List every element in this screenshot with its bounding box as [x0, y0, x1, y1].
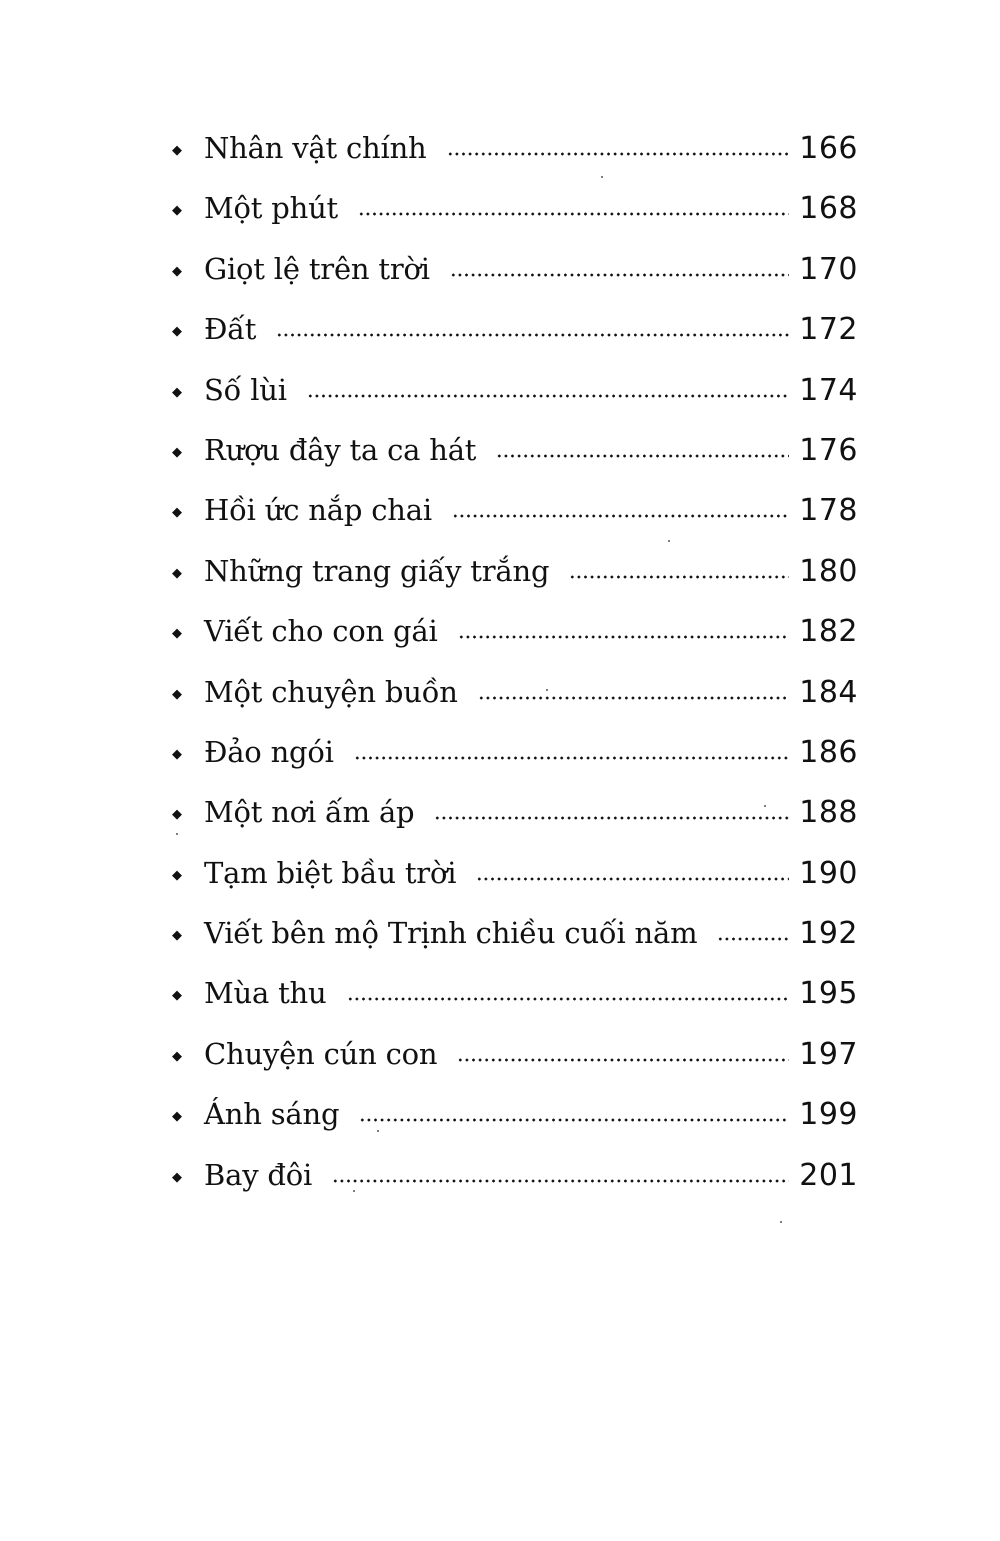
scan-speck [601, 176, 603, 178]
scan-speck [668, 540, 670, 542]
diamond-bullet-icon: ◆ [172, 626, 182, 642]
diamond-bullet-icon: ◆ [172, 746, 182, 762]
scan-speck [764, 805, 766, 807]
scan-speck [546, 689, 548, 691]
toc-entry[interactable] [172, 903, 858, 963]
dot-leader [450, 273, 789, 277]
toc-entry[interactable] [172, 360, 858, 420]
toc-entry-title: Bay đôi [204, 1157, 313, 1192]
toc-entry-page: 166 [799, 131, 858, 166]
toc-entry[interactable] [172, 541, 858, 601]
toc-entry-title: Chuyện cún con [204, 1036, 438, 1071]
dot-leader [359, 1118, 789, 1122]
dot-leader [569, 575, 789, 579]
toc-entry-title: Những trang giấy trắng [204, 553, 550, 588]
scan-speck [176, 833, 178, 835]
diamond-bullet-icon: ◆ [172, 143, 182, 158]
toc-entry[interactable] [172, 722, 858, 782]
dot-leader [434, 816, 789, 820]
diamond-bullet-icon: ◆ [172, 263, 182, 279]
diamond-bullet-icon: ◆ [172, 505, 182, 521]
toc-entry-page: 168 [799, 191, 858, 227]
toc-entry-page: 192 [799, 916, 858, 952]
dot-leader [447, 152, 790, 156]
toc-entry-title: Giọt lệ trên trời [204, 251, 430, 286]
toc-entry-page: 201 [799, 1157, 858, 1193]
toc-entry-title: Viết cho con gái [204, 614, 438, 649]
diamond-bullet-icon: ◆ [172, 686, 182, 702]
toc-entry-page: 176 [799, 432, 858, 468]
table-of-contents [172, 118, 858, 1205]
toc-entry-page: 180 [799, 553, 858, 589]
dot-leader [457, 1058, 789, 1062]
toc-entry[interactable] [172, 480, 858, 540]
dot-leader [717, 937, 789, 941]
toc-entry-page: 190 [799, 855, 858, 891]
toc-entry-title: Một phút [204, 191, 338, 226]
diamond-bullet-icon: ◆ [172, 444, 182, 460]
dot-leader [458, 635, 790, 639]
toc-entry-title: Tạm biệt bầu trời [204, 855, 457, 890]
toc-entry-title: Đảo ngói [204, 734, 334, 769]
toc-entry-page: 184 [799, 674, 858, 710]
toc-entry-page: 182 [799, 614, 858, 650]
diamond-bullet-icon: ◆ [172, 1169, 182, 1185]
dot-leader [476, 877, 789, 881]
diamond-bullet-icon: ◆ [172, 807, 182, 823]
toc-entry[interactable] [172, 963, 858, 1023]
toc-entry[interactable] [172, 239, 858, 299]
toc-entry-page: 172 [799, 312, 858, 348]
toc-entry-title: Một chuyện buồn [204, 674, 458, 709]
toc-entry-page: 197 [799, 1036, 858, 1072]
dot-leader [478, 696, 790, 700]
toc-entry-page: 188 [799, 795, 858, 831]
toc-entry-title: Rượu đây ta ca hát [204, 432, 477, 467]
toc-entry[interactable] [172, 178, 858, 238]
toc-entry[interactable] [172, 118, 858, 178]
diamond-bullet-icon: ◆ [172, 203, 182, 219]
diamond-bullet-icon: ◆ [172, 384, 182, 400]
dot-leader [354, 756, 789, 760]
diamond-bullet-icon: ◆ [172, 1048, 182, 1064]
dot-leader [307, 394, 789, 398]
scan-speck [377, 1130, 379, 1132]
toc-entry[interactable] [172, 1024, 858, 1084]
toc-entry-title: Số lùi [204, 372, 287, 407]
diamond-bullet-icon: ◆ [172, 324, 182, 340]
toc-entry-page: 174 [799, 372, 858, 408]
toc-entry-title: Mùa thu [204, 976, 327, 1011]
toc-entry[interactable] [172, 420, 858, 480]
dot-leader [358, 212, 789, 216]
toc-entry-title: Đất [204, 312, 257, 347]
scan-speck [780, 1221, 782, 1223]
dot-leader [496, 454, 789, 458]
toc-entry-title: Viết bên mộ Trịnh chiều cuối năm [204, 916, 698, 951]
toc-entry-page: 186 [799, 734, 858, 770]
toc-entry-page: 170 [799, 251, 858, 287]
toc-entry-title: Nhân vật chính [204, 131, 427, 165]
toc-entry[interactable] [172, 662, 858, 722]
scan-speck [353, 1190, 355, 1192]
toc-entry-title: Một nơi ấm áp [204, 795, 415, 830]
toc-entry-title: Hồi ức nắp chai [204, 493, 432, 528]
toc-entry[interactable] [172, 843, 858, 903]
toc-entry-page: 195 [799, 976, 858, 1012]
diamond-bullet-icon: ◆ [172, 1109, 182, 1125]
toc-entry[interactable] [172, 1145, 858, 1205]
dot-leader [452, 514, 789, 518]
toc-entry[interactable] [172, 782, 858, 842]
dot-leader [332, 1179, 789, 1183]
toc-entry-title: Ánh sáng [204, 1097, 340, 1132]
toc-entry[interactable] [172, 299, 858, 359]
toc-entry-page: 199 [799, 1097, 858, 1133]
diamond-bullet-icon: ◆ [172, 565, 182, 581]
toc-entry-page: 178 [799, 493, 858, 529]
diamond-bullet-icon: ◆ [172, 928, 182, 944]
diamond-bullet-icon: ◆ [172, 867, 182, 883]
toc-entry[interactable] [172, 1084, 858, 1144]
dot-leader [347, 997, 790, 1001]
toc-entry[interactable] [172, 601, 858, 661]
diamond-bullet-icon: ◆ [172, 988, 182, 1004]
dot-leader [276, 333, 789, 337]
